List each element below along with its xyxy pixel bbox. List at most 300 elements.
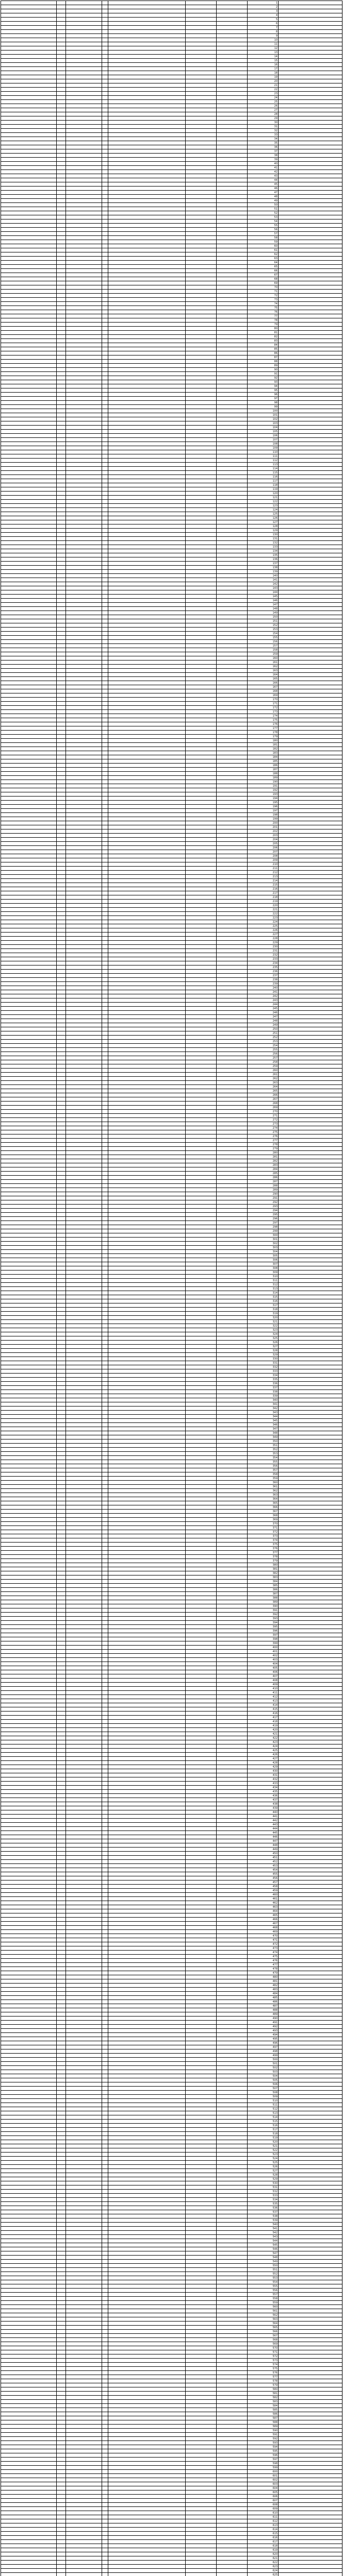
table-cell <box>279 1349 342 1353</box>
table-cell <box>279 294 342 298</box>
table-row <box>1 693 342 698</box>
table-cell <box>217 941 248 945</box>
table-cell <box>57 895 66 900</box>
table-cell <box>217 1139 248 1143</box>
table-cell <box>108 1192 186 1196</box>
table-cell <box>279 1860 342 1864</box>
table-cell <box>279 1233 342 1238</box>
table-cell <box>186 693 217 698</box>
table-cell <box>108 998 186 1003</box>
table-cell <box>1 628 57 632</box>
table-cell <box>1 1575 57 1580</box>
table-cell <box>102 916 108 920</box>
table-cell <box>66 368 102 372</box>
table-cell <box>102 1674 108 1679</box>
table-cell: 268 <box>248 1101 279 1106</box>
table-cell <box>57 1592 66 1596</box>
table-cell <box>217 529 248 533</box>
table-cell: 9 <box>248 34 279 38</box>
table-cell <box>1 854 57 858</box>
table-cell <box>186 1 217 5</box>
table-cell <box>279 1918 342 1922</box>
table-row <box>1 1328 342 1332</box>
table-cell <box>279 1003 342 1007</box>
table-cell <box>1 957 57 961</box>
table-cell <box>186 1699 217 1703</box>
table-cell <box>57 364 66 368</box>
table-cell <box>102 1242 108 1246</box>
table-cell <box>186 710 217 714</box>
table-cell <box>186 1959 217 1963</box>
table-cell <box>186 504 217 508</box>
table-row <box>1 372 342 376</box>
table-cell <box>186 199 217 203</box>
table-cell <box>102 1984 108 1988</box>
table-cell <box>57 1493 66 1497</box>
table-cell <box>186 1790 217 1794</box>
table-cell <box>57 211 66 215</box>
table-cell <box>102 1658 108 1662</box>
table-cell <box>108 125 186 129</box>
table-row <box>1 55 342 59</box>
table-cell <box>66 1027 102 1031</box>
table-cell <box>1 1448 57 1452</box>
table-cell <box>108 2012 186 2016</box>
table-cell <box>279 1744 342 1749</box>
table-cell <box>66 1860 102 1864</box>
table-cell <box>186 784 217 788</box>
table-cell <box>102 685 108 689</box>
table-cell <box>1 162 57 166</box>
table-cell: 230 <box>248 945 279 949</box>
table-cell <box>1 182 57 187</box>
table-cell <box>102 1703 108 1707</box>
table-cell <box>66 1411 102 1415</box>
table-cell <box>1 838 57 842</box>
table-cell: 366 <box>248 1505 279 1510</box>
table-cell <box>1 1996 57 2000</box>
table-cell: 195 <box>248 801 279 805</box>
table-row <box>1 1852 342 1856</box>
table-cell <box>1 467 57 471</box>
table-cell <box>57 59 66 63</box>
table-cell <box>66 1118 102 1122</box>
table-cell <box>66 813 102 817</box>
table-cell <box>186 1040 217 1044</box>
table-cell <box>186 689 217 693</box>
table-cell <box>1 1007 57 1011</box>
table-cell <box>102 891 108 895</box>
table-cell <box>57 1291 66 1295</box>
table-cell <box>57 277 66 281</box>
table-cell <box>279 1481 342 1485</box>
table-cell <box>102 1897 108 1901</box>
table-cell <box>66 1522 102 1526</box>
table-cell <box>57 1996 66 2000</box>
table-cell: 169 <box>248 693 279 698</box>
table-cell <box>102 1320 108 1324</box>
table-cell <box>108 1069 186 1073</box>
table-cell <box>279 1913 342 1918</box>
table-cell <box>186 1971 217 1975</box>
table-cell: 389 <box>248 1600 279 1604</box>
table-cell <box>1 842 57 846</box>
table-cell <box>279 504 342 508</box>
table-row <box>1 1901 342 1905</box>
table-cell <box>57 1419 66 1423</box>
table-cell <box>102 875 108 879</box>
table-cell <box>66 1233 102 1238</box>
table-cell <box>279 1538 342 1543</box>
table-cell <box>66 1905 102 1909</box>
table-cell <box>186 1753 217 1757</box>
table-cell <box>66 768 102 772</box>
table-cell: 224 <box>248 920 279 924</box>
table-row <box>1 1934 342 1938</box>
table-cell <box>102 1345 108 1349</box>
table-cell <box>217 360 248 364</box>
table-cell: 80 <box>248 327 279 331</box>
table-cell <box>108 1439 186 1444</box>
table-row <box>1 928 342 933</box>
table-cell <box>1 18 57 22</box>
table-row <box>1 1275 342 1279</box>
table-cell <box>57 1320 66 1324</box>
table-cell <box>108 508 186 512</box>
table-cell <box>108 1341 186 1345</box>
table-cell <box>186 945 217 949</box>
table-cell <box>279 1287 342 1291</box>
table-cell <box>186 595 217 599</box>
table-cell <box>186 2049 217 2054</box>
table-cell <box>1 368 57 372</box>
table-cell <box>108 187 186 191</box>
table-cell <box>186 1233 217 1238</box>
table-cell <box>1 1056 57 1060</box>
table-cell <box>186 1213 217 1217</box>
table-cell <box>66 607 102 611</box>
table-cell <box>186 619 217 623</box>
table-cell <box>186 582 217 586</box>
table-cell <box>217 1130 248 1134</box>
table-cell <box>1 1077 57 1081</box>
table-cell <box>186 1773 217 1777</box>
table-cell <box>1 994 57 998</box>
table-cell <box>217 1283 248 1287</box>
table-cell <box>186 788 217 792</box>
table-row <box>1 405 342 409</box>
table-cell <box>102 772 108 776</box>
table-cell: 180 <box>248 739 279 743</box>
table-cell <box>102 1530 108 1534</box>
table-cell <box>186 1963 217 1967</box>
table-cell <box>66 970 102 974</box>
table-cell: 58 <box>248 236 279 240</box>
table-cell <box>102 22 108 26</box>
table-cell <box>217 1320 248 1324</box>
table-cell <box>108 735 186 739</box>
table-cell <box>217 323 248 327</box>
table-row <box>1 689 342 693</box>
table-cell: 184 <box>248 755 279 759</box>
table-cell: 277 <box>248 1139 279 1143</box>
table-cell <box>279 1320 342 1324</box>
table-cell <box>279 1868 342 1872</box>
table-cell <box>66 1477 102 1481</box>
table-cell <box>102 1 108 5</box>
table-cell <box>108 380 186 384</box>
table-cell: 174 <box>248 714 279 718</box>
table-cell <box>1 965 57 970</box>
table-cell <box>217 1155 248 1159</box>
table-cell <box>102 277 108 281</box>
table-cell <box>108 22 186 26</box>
table-cell <box>279 1819 342 1823</box>
table-cell <box>217 685 248 689</box>
table-cell <box>66 595 102 599</box>
table-cell <box>279 1036 342 1040</box>
table-cell <box>108 529 186 533</box>
table-cell <box>1 1472 57 1477</box>
table-cell <box>57 2025 66 2029</box>
table-row <box>1 1213 342 1217</box>
table-cell <box>217 298 248 302</box>
table-cell <box>66 1085 102 1089</box>
table-cell: 121 <box>248 496 279 500</box>
table-cell <box>186 949 217 953</box>
table-cell <box>186 1419 217 1423</box>
table-cell <box>57 1064 66 1069</box>
table-cell <box>108 1703 186 1707</box>
table-cell <box>1 1728 57 1732</box>
table-cell: 233 <box>248 957 279 961</box>
table-cell <box>108 1023 186 1027</box>
table-cell <box>108 96 186 100</box>
table-cell <box>57 38 66 42</box>
table-cell <box>279 636 342 640</box>
table-cell <box>186 1423 217 1427</box>
table-cell <box>57 1835 66 1839</box>
table-cell: 89 <box>248 364 279 368</box>
table-cell <box>217 891 248 895</box>
table-cell <box>57 900 66 904</box>
table-cell <box>217 829 248 834</box>
table-cell <box>186 817 217 821</box>
table-cell <box>279 1345 342 1349</box>
table-cell <box>217 640 248 644</box>
table-cell: 494 <box>248 2033 279 2037</box>
table-cell <box>57 813 66 817</box>
table-cell <box>279 1922 342 1926</box>
table-cell <box>57 1782 66 1786</box>
table-cell <box>217 83 248 88</box>
table-row <box>1 982 342 986</box>
table-cell <box>1 883 57 887</box>
table-cell <box>57 681 66 685</box>
table-cell <box>186 1073 217 1077</box>
table-cell <box>57 1382 66 1386</box>
table-cell <box>108 726 186 731</box>
table-cell <box>66 1431 102 1435</box>
table-cell <box>186 1646 217 1650</box>
table-cell <box>108 1122 186 1126</box>
table-cell <box>186 50 217 55</box>
table-cell <box>108 360 186 364</box>
table-cell <box>186 149 217 154</box>
table-cell <box>57 1481 66 1485</box>
table-cell <box>186 743 217 747</box>
table-cell <box>57 1439 66 1444</box>
table-cell <box>57 533 66 537</box>
table-cell <box>66 2029 102 2033</box>
table-cell <box>186 1386 217 1390</box>
table-cell <box>57 487 66 492</box>
table-cell <box>279 858 342 862</box>
table-cell <box>1 125 57 129</box>
table-cell <box>186 681 217 685</box>
table-cell <box>108 784 186 788</box>
table-cell <box>1 158 57 162</box>
table-cell <box>186 158 217 162</box>
table-cell <box>217 1819 248 1823</box>
table-cell <box>108 582 186 586</box>
table-cell <box>57 393 66 397</box>
table-cell <box>66 409 102 413</box>
table-cell <box>217 1328 248 1332</box>
table-cell: 291 <box>248 1196 279 1200</box>
table-cell <box>217 1172 248 1176</box>
table-cell <box>217 1880 248 1885</box>
table-cell <box>279 1295 342 1299</box>
table-cell <box>1 1266 57 1270</box>
table-cell <box>108 1205 186 1209</box>
table-cell <box>102 1534 108 1538</box>
table-cell <box>279 978 342 982</box>
table-cell: 68 <box>248 277 279 281</box>
table-cell: 27 <box>248 108 279 112</box>
table-cell <box>186 1600 217 1604</box>
table-cell <box>279 1044 342 1048</box>
table-cell <box>186 2004 217 2008</box>
table-cell <box>186 1827 217 1831</box>
table-cell <box>102 718 108 722</box>
table-cell <box>66 1782 102 1786</box>
table-cell: 12 <box>248 46 279 50</box>
table-cell <box>186 1592 217 1596</box>
table-cell <box>217 1341 248 1345</box>
table-cell <box>279 2041 342 2045</box>
table-cell <box>279 1786 342 1790</box>
table-cell: 103 <box>248 421 279 426</box>
table-cell <box>57 149 66 154</box>
table-row <box>1 1040 342 1044</box>
table-cell <box>57 1460 66 1464</box>
table-cell <box>57 768 66 772</box>
table-cell <box>102 615 108 619</box>
table-cell <box>57 834 66 838</box>
table-cell <box>1 1662 57 1666</box>
table-cell <box>108 166 186 170</box>
table-cell <box>102 566 108 570</box>
table-cell <box>1 1868 57 1872</box>
table-cell <box>102 1262 108 1266</box>
table-cell <box>1 1394 57 1398</box>
table-cell <box>186 1163 217 1167</box>
table-cell <box>66 104 102 108</box>
table-row <box>1 145 342 149</box>
table-cell <box>57 904 66 908</box>
table-cell <box>66 714 102 718</box>
table-cell <box>57 1810 66 1815</box>
table-cell <box>57 1489 66 1493</box>
table-cell <box>108 1996 186 2000</box>
table-cell <box>279 450 342 454</box>
table-cell <box>108 331 186 335</box>
table-cell <box>66 1172 102 1176</box>
table-cell <box>279 1782 342 1786</box>
table-cell <box>279 1060 342 1064</box>
table-cell <box>102 1180 108 1184</box>
table-cell <box>57 1085 66 1089</box>
table-cell <box>108 796 186 801</box>
table-cell <box>108 891 186 895</box>
table-cell <box>108 961 186 965</box>
table-cell <box>1 933 57 937</box>
table-cell <box>217 895 248 900</box>
table-cell <box>1 1815 57 1819</box>
table-cell <box>102 524 108 529</box>
table-cell <box>102 372 108 376</box>
table-cell <box>102 1184 108 1188</box>
table-cell <box>1 1456 57 1460</box>
table-cell: 157 <box>248 644 279 648</box>
table-cell <box>186 1345 217 1349</box>
table-row <box>1 1270 342 1275</box>
table-cell <box>186 520 217 524</box>
table-row <box>1 257 342 261</box>
table-cell <box>108 1291 186 1295</box>
table-cell <box>217 1913 248 1918</box>
table-cell <box>1 2004 57 2008</box>
table-cell <box>1 471 57 475</box>
table-cell <box>57 26 66 30</box>
table-row <box>1 1444 342 1448</box>
table-cell <box>186 1406 217 1411</box>
table-cell <box>1 1101 57 1106</box>
table-cell <box>186 883 217 887</box>
table-cell: 422 <box>248 1736 279 1740</box>
table-cell <box>217 887 248 891</box>
table-cell <box>66 1200 102 1205</box>
table-cell <box>279 417 342 421</box>
table-cell <box>217 252 248 257</box>
table-cell <box>1 1641 57 1646</box>
table-cell <box>279 1864 342 1868</box>
table-cell <box>217 842 248 846</box>
table-row <box>1 409 342 413</box>
table-cell: 72 <box>248 294 279 298</box>
table-cell <box>108 1926 186 1930</box>
table-cell <box>102 492 108 496</box>
table-cell <box>186 170 217 174</box>
table-cell <box>57 430 66 434</box>
table-cell <box>57 413 66 417</box>
table-cell <box>217 2033 248 2037</box>
table-cell <box>57 79 66 83</box>
table-cell <box>1 541 57 545</box>
table-cell <box>57 133 66 137</box>
table-row <box>1 1386 342 1390</box>
